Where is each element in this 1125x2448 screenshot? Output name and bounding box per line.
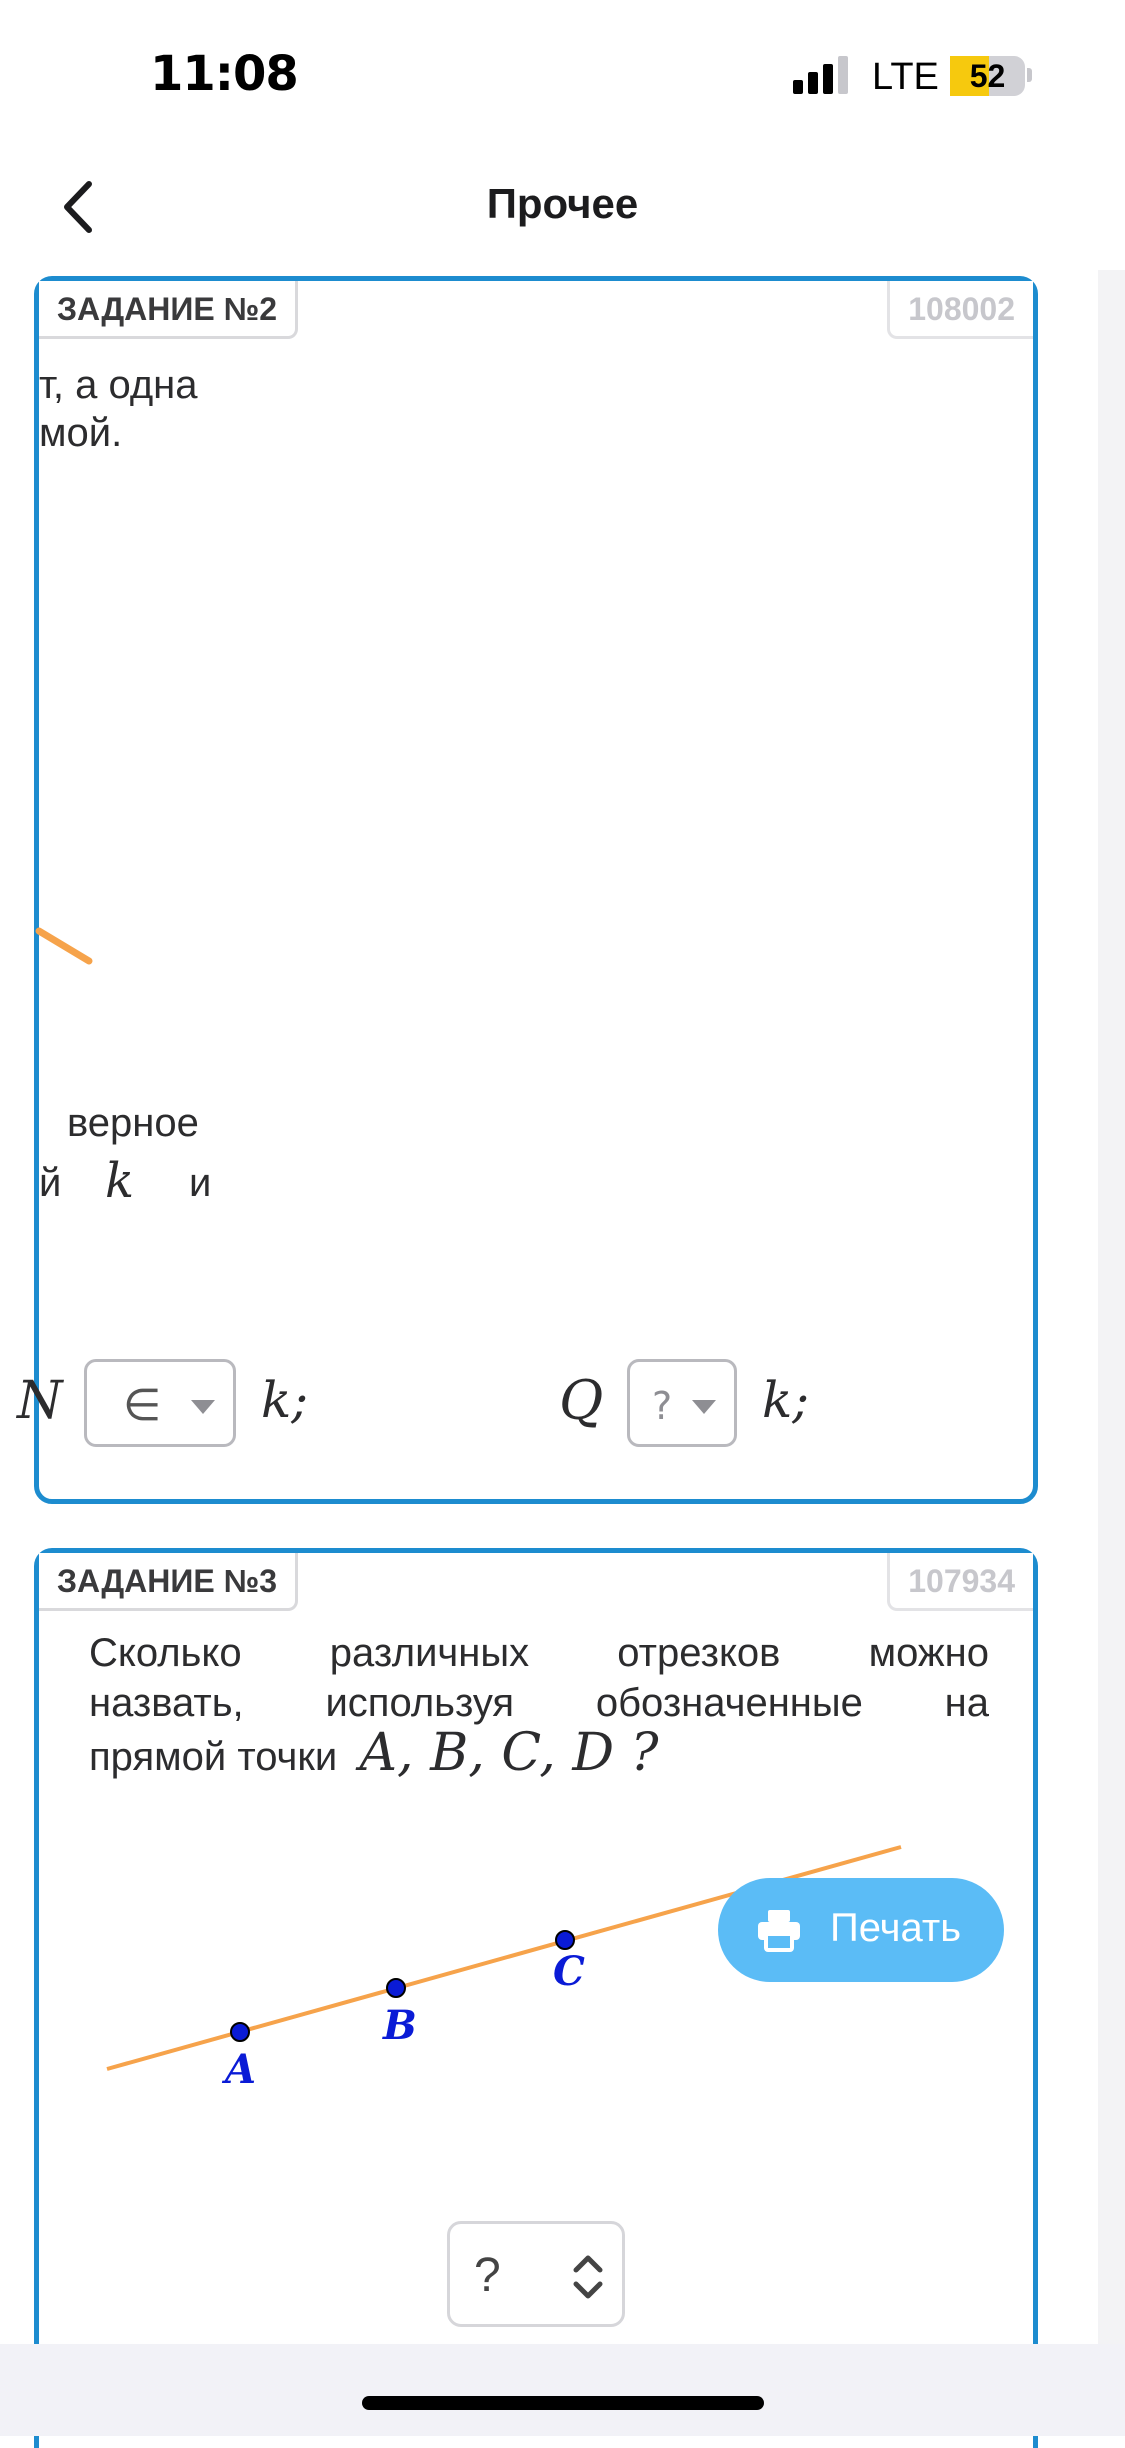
question-line-1: Сколько различных отрезков можно bbox=[89, 1631, 989, 1675]
printer-icon bbox=[756, 1908, 802, 1952]
task-id: 107934 bbox=[887, 1553, 1033, 1611]
print-button[interactable] bbox=[718, 1878, 1004, 1982]
scroll-rail bbox=[1098, 270, 1125, 2350]
network-type: LTE bbox=[872, 56, 939, 98]
relation-select-value: ∈ bbox=[123, 1380, 162, 1431]
task-text-fragment-5: и bbox=[189, 1161, 212, 1205]
task-number-label: ЗАДАНИЕ №2 bbox=[39, 281, 298, 339]
point-label-a: A bbox=[225, 2046, 257, 2093]
task-question bbox=[89, 1628, 989, 1782]
point-c bbox=[556, 1931, 574, 1949]
point-label-b: B bbox=[383, 2002, 417, 2049]
question-line-2: назвать, используя обозначенные на bbox=[89, 1681, 989, 1725]
point-b bbox=[387, 1979, 405, 1997]
battery-level: 52 bbox=[969, 58, 1006, 94]
page-title: Прочее bbox=[486, 180, 639, 227]
battery-icon bbox=[950, 56, 1025, 96]
point-a bbox=[231, 2023, 249, 2041]
status-time: 11:08 bbox=[150, 46, 298, 102]
relation-select-1[interactable] bbox=[84, 1359, 236, 1447]
point-label-n: N bbox=[17, 1371, 63, 1431]
task-number-label: ЗАДАНИЕ №3 bbox=[39, 1553, 298, 1611]
task-text-fragment-1: т, а одна bbox=[39, 363, 198, 407]
question-line-3 bbox=[89, 1723, 989, 1783]
battery-tip bbox=[1027, 68, 1032, 82]
home-indicator[interactable] bbox=[362, 2396, 764, 2410]
task-card-2 bbox=[17, 276, 1038, 1504]
print-button-label: Печать bbox=[830, 1906, 962, 1950]
chevron-up-down-icon bbox=[568, 2250, 608, 2304]
caret-down-icon bbox=[191, 1400, 215, 1414]
line-variable: k bbox=[105, 1153, 135, 1209]
point-label-c: C bbox=[553, 1948, 585, 1995]
relation-select-2[interactable] bbox=[627, 1359, 737, 1447]
question-line-3-text: прямой точки bbox=[89, 1735, 338, 1779]
answer-select[interactable] bbox=[447, 2221, 625, 2327]
line-label-2: k; bbox=[762, 1371, 810, 1429]
task-id: 108002 bbox=[887, 281, 1033, 339]
task-text-fragment-3: верное bbox=[67, 1101, 199, 1145]
task-text-fragment-2: мой. bbox=[39, 411, 123, 455]
question-points: A, B, C, D ? bbox=[359, 1723, 659, 1783]
relation-select-value: ? bbox=[652, 1384, 673, 1428]
answer-select-value: ? bbox=[474, 2249, 501, 2302]
caret-down-icon bbox=[692, 1400, 716, 1414]
line-label-1: k; bbox=[261, 1371, 309, 1429]
task-text-fragment-4: й bbox=[39, 1161, 62, 1205]
figure-line-fragment bbox=[39, 921, 99, 981]
point-label-q: Q bbox=[559, 1369, 604, 1432]
bottom-safe-area bbox=[0, 2344, 1125, 2436]
signal-icon bbox=[793, 56, 851, 94]
